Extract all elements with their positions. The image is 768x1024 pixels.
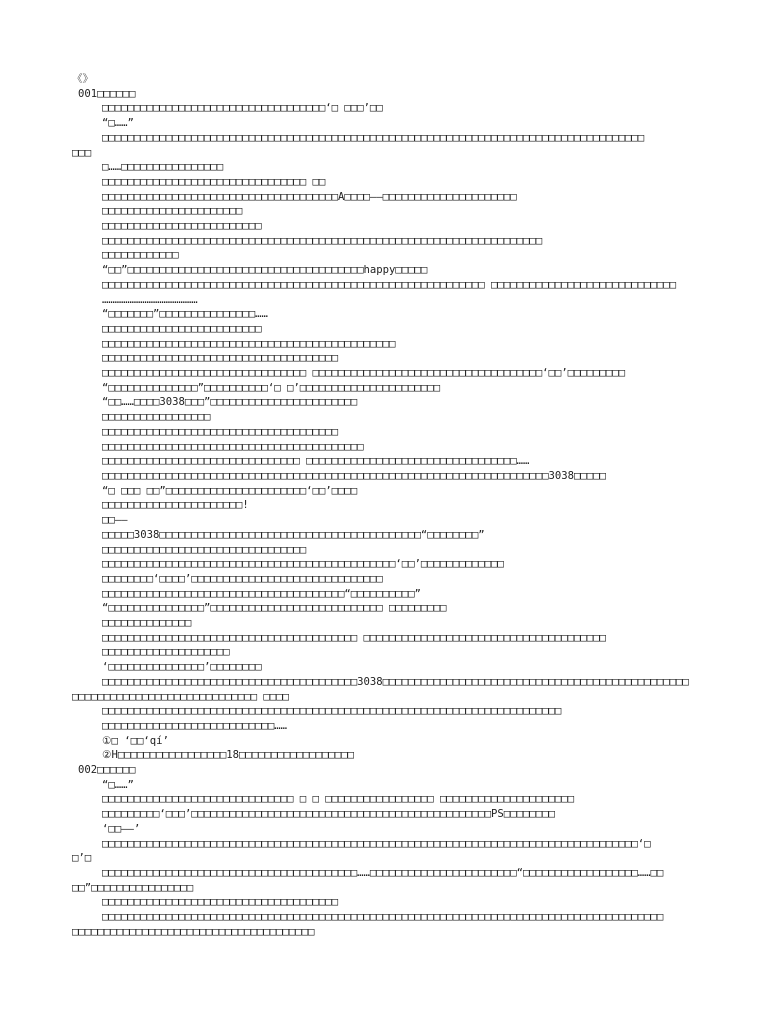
text-line: □□□□□□□□□□□□□□□□□□□□□□□□□□□□□□□□□□□□□□□□……□□□□□□□□□□□□□□□□□□□□□□□“□□□□□□□□□□□□□□□□□□……□□ (102, 866, 664, 879)
text-line: □□□□□□□□□□□□□□□□□□□□□□□□□□□□□□□□□□□□□□□□□□□□□□ (102, 337, 396, 350)
text-line: □□□□□□□□□□□□□□□□□□□□□□□□□□□□□□□□ □□□□□□□□□□□□□□□□□□□□□□□□□□□□□□□□□□□□‘□□’□□□□□□□□□ (102, 367, 625, 380)
text-line: ②H□□□□□□□□□□□□□□□□□18□□□□□□□□□□□□□□□□□□ (102, 749, 354, 762)
text-line: □□□□□□□□□□□□□□□□□□□□□□! (102, 499, 249, 512)
text-line: □□□□□□□□□□□□□□□□□□□□ (102, 646, 230, 659)
text-line: □□□□□□□□□□□□□□□□□□□□□□□□□ (102, 322, 262, 335)
text-line: “□□□□□□□”□□□□□□□□□□□□□□□…… (102, 308, 268, 321)
text-line: □□□□□□□□□□□□□□□□□□□□□□□□□□□□□□□□□□□□□□□□□□□□□□□□□□□□□□□□□□□□□□□□□□□□□□□□□□□□□□□□□□□□□□□□ (102, 911, 664, 924)
chapter-heading: 001□□□□□□ (78, 87, 136, 100)
text-line: □□□□□□□□□□□□□□□□□□□□□□□□□□□□□□□□□□□‘□ □□□’□□ (102, 102, 383, 115)
text-line: □□□□□□□□□□□□□□□□□□□□□□□□□□□…… (102, 719, 287, 732)
text-line: □□□□□□□□□‘□□□’□□□□□□□□□□□□□□□□□□□□□□□□□□□□□□□□□□□□□□□□□□□□□□□PS□□□□□□□□ (102, 808, 555, 821)
text-line: □□□□□□□□□□□□□□□□□□□□□□□□□□□□□□□□□□□□□□□□□□□□□□□□□□□□□□□□□□□□□□□□□□□□□□3038□□□□□ (102, 469, 606, 482)
chapter-heading: 002□□□□□□ (78, 764, 136, 777)
text-line: □……□□□□□□□□□□□□□□□□ (102, 161, 224, 174)
text-line: □□□□□□□□□□□□□□ (102, 617, 192, 630)
text-line: □□□□□□□□□□□□□□□□□□□□□□□□□□□□□□□□□□□□□□□□□□□□□□□□□□□□□□□□□□□□□□□□□□□□□□□□ (102, 705, 562, 718)
text-line: □□□□□□□□□□□□□□□□□□□□□□□□□□□□□□□□□□□□□□□□□□□□□□□□□□□□□□□□□□□□□□□□□□□□□ (102, 234, 543, 247)
text-line: □□—— (102, 514, 128, 527)
text-line: “□ □□□ □□”□□□□□□□□□□□□□□□□□□□□□□‘□□’□□□□ (102, 484, 358, 497)
document-body (72, 72, 702, 939)
text-line: □□□□□□□□□□□□□□□□□□□□□□□□□□□□□□□□□□□□□ (102, 896, 338, 909)
text-line: □□□□□□□□□□□□□□□□□□□□□□ (102, 205, 243, 218)
text-line: □□□□□□□□□□□□□□□□□□□□□□□□□□□□□□□□□□□□□ (102, 352, 338, 365)
text-line: “□……” (102, 117, 134, 130)
text-line: □□□□□□□□‘□□□□’□□□□□□□□□□□□□□□□□□□□□□□□□□□□□□ (102, 572, 383, 585)
text-line: □□□□□□□□□□□□□□□□□ (102, 411, 211, 424)
text-line: “□□”□□□□□□□□□□□□□□□□□□□□□□□□□□□□□□□□□□□□□happy□□□□□ (102, 264, 428, 277)
text-line: □□□□□□□□□□□□□□□□□□□□□□□□□□□□□□□□□□□□□ (102, 425, 338, 438)
text-line: ……………………………………… (102, 293, 198, 306)
text-line: □□□□□□□□□□□□□□□□□□□□□□□□□□□□□□ □ □ □□□□□□□□□□□□□□□□□ □□□□□□□□□□□□□□□□□□□□□ (102, 793, 574, 806)
text-line: □□□□□3038□□□□□□□□□□□□□□□□□□□□□□□□□□□□□□□□□□□□□□□□□“□□□□□□□□” (102, 528, 485, 541)
text-line: □□□□□□□□□□□□□□□□□□□□□□□□□□□□□□□□□□□□□A□□□□——□□□□□□□□□□□□□□□□□□□□□ (102, 190, 517, 203)
text-line: □□□□□□□□□□□□□□□□□□□□□□□□□□□□□ □□□□ (72, 690, 289, 703)
text-line: “□□……□□□□3038□□□”□□□□□□□□□□□□□□□□□□□□□□□ (102, 396, 358, 409)
text-line: “□……” (102, 778, 134, 791)
text-line: □□□□□□□□□□□□□□□□□□□□□□□□□□□□□□□□□□□□□□□□□ (102, 440, 364, 453)
text-line: ①□ ‘□□‘qí’ (102, 734, 169, 747)
text-line: □□□□□□□□□□□□□□□□□□□□□□□□□ (102, 220, 262, 233)
text-line: □□□□□□□□□□□□□□□□□□□□□□□□□□□□□□□ □□□□□□□□□□□□□□□□□□□□□□□□□□□□□□□□□…… (102, 455, 530, 468)
text-line: □□□□□□□□□□□□□□□□□□□□□□□□□□□□□□□□□□□□□□ (72, 925, 315, 938)
text-line: □□□□□□□□□□□□□□□□□□□□□□□□□□□□□□□□ (102, 543, 307, 556)
text-line: □□□□□□□□□□□□□□□□□□□□□□□□□□□□□□□□□□□□□□□□ □□□□□□□□□□□□□□□□□□□□□□□□□□□□□□□□□□□□□□ (102, 631, 606, 644)
text-line: □’□ (72, 852, 92, 865)
text-line: “□□□□□□□□□□□□□□”□□□□□□□□□□‘□ □’□□□□□□□□□□□□□□□□□□□□□□ (102, 381, 441, 394)
text-line: □□”□□□□□□□□□□□□□□□□ (72, 881, 194, 894)
text-line: “□□□□□□□□□□□□□□□”□□□□□□□□□□□□□□□□□□□□□□□□□□□ □□□□□□□□□ (102, 602, 447, 615)
text-line: □□□□□□□□□□□□□□□□□□□□□□□□□□□□□□□□□□□□□□□□□□□□□□‘□□’□□□□□□□□□□□□□ (102, 558, 504, 571)
text-line: □□□□□□□□□□□□□□□□□□□□□□□□□□□□□□□□□□□□□□□□□□□□□□□□□□□□□□□□□□□□ □□□□□□□□□□□□□□□□□□□□□□□□□□□□□ (102, 278, 677, 291)
text-line: ‘□□□□□□□□□□□□□□□’□□□□□□□□ (102, 661, 262, 674)
text-line: □□□□□□□□□□□□ (102, 249, 179, 262)
text-line: 《》 (72, 73, 94, 85)
text-line: □□□□□□□□□□□□□□□□□□□□□□□□□□□□□□□□□□□□□□□□□□□□□□□□□□□□□□□□□□□□□□□□□□□□□□□□□□□□□□□□□□□□□ (102, 131, 645, 144)
text-line: □□□ (72, 146, 92, 159)
text-line: □□□□□□□□□□□□□□□□□□□□□□□□□□□□□□□□ □□ (102, 175, 326, 188)
text-line: □□□□□□□□□□□□□□□□□□□□□□□□□□□□□□□□□□□□□□“□□□□□□□□□□” (102, 587, 421, 600)
text-line: ‘□□——’ (102, 822, 141, 835)
text-line: □□□□□□□□□□□□□□□□□□□□□□□□□□□□□□□□□□□□□□□□3038□□□□□□□□□□□□□□□□□□□□□□□□□□□□□□□□□□□□□□□□□□□□□□□□ (102, 675, 689, 688)
text-line: □□□□□□□□□□□□□□□□□□□□□□□□□□□□□□□□□□□□□□□□□□□□□□□□□□□□□□□□□□□□□□□□□□□□□□□□□□□□□□□□□□□□‘□ (102, 837, 651, 850)
